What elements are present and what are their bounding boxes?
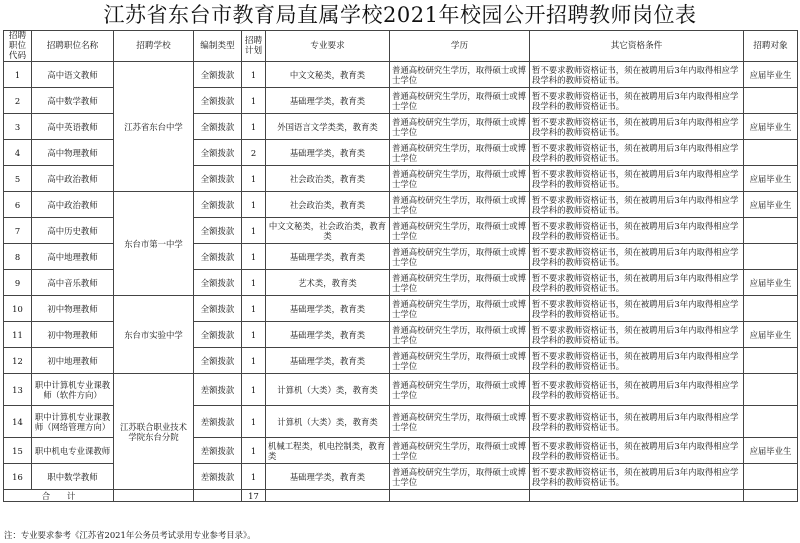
- cell-position: 高中语文教师: [32, 62, 114, 88]
- cell-plan: 1: [242, 244, 266, 270]
- cell-target: 应届毕业生: [744, 192, 798, 218]
- cell-code: 15: [4, 438, 32, 464]
- cell-plan: 1: [242, 374, 266, 406]
- cell-major: 基础理学类，教育类: [266, 322, 390, 348]
- total-row: [4, 490, 798, 502]
- header-type: 编制类型: [194, 31, 242, 62]
- cell-type: 全额拨款: [194, 322, 242, 348]
- cell-major: 中文文秘类，教育类: [266, 62, 390, 88]
- cell-qualification: 暂不要求教师资格证书，须在被聘用后3年内取得相应学段学科的教师资格证书。: [530, 296, 744, 322]
- header-education: 学历: [390, 31, 530, 62]
- total-empty-cell: [194, 490, 242, 502]
- cell-type: 全额拨款: [194, 88, 242, 114]
- cell-education: 普通高校研究生学历，取得硕士或博士学位: [390, 218, 530, 244]
- cell-major: 基础理学类，教育类: [266, 140, 390, 166]
- cell-major: 基础理学类，教育类: [266, 244, 390, 270]
- table-row: [4, 374, 798, 406]
- recruitment-table: [3, 30, 798, 502]
- cell-code: 13: [4, 374, 32, 406]
- cell-target: [744, 348, 798, 374]
- cell-education: 普通高校研究生学历，取得硕士或博士学位: [390, 348, 530, 374]
- cell-education: 普通高校研究生学历，取得硕士或博士学位: [390, 374, 530, 406]
- cell-plan: 1: [242, 114, 266, 140]
- cell-school: 东台市第一中学: [114, 192, 194, 296]
- cell-qualification: 暂不要求教师资格证书，须在被聘用后3年内取得相应学段学科的教师资格证书。: [530, 140, 744, 166]
- cell-major: 基础理学类，教育类: [266, 88, 390, 114]
- cell-education: 普通高校研究生学历，取得硕士或博士学位: [390, 114, 530, 140]
- cell-code: 2: [4, 88, 32, 114]
- cell-plan: 1: [242, 218, 266, 244]
- cell-code: 4: [4, 140, 32, 166]
- header-code: 招聘职位代码: [4, 31, 32, 62]
- cell-school: 江苏省东台中学: [114, 62, 194, 192]
- cell-target: 应届毕业生: [744, 62, 798, 88]
- cell-qualification: 暂不要求教师资格证书，须在被聘用后3年内取得相应学段学科的教师资格证书。: [530, 114, 744, 140]
- cell-type: 差额拨款: [194, 464, 242, 490]
- cell-qualification: 暂不要求教师资格证书，须在被聘用后3年内取得相应学段学科的教师资格证书。: [530, 464, 744, 490]
- cell-qualification: 暂不要求教师资格证书，须在被聘用后3年内取得相应学段学科的教师资格证书。: [530, 192, 744, 218]
- cell-code: 5: [4, 166, 32, 192]
- cell-target: 应届毕业生: [744, 270, 798, 296]
- cell-plan: 1: [242, 438, 266, 464]
- cell-plan: 1: [242, 296, 266, 322]
- cell-major: 基础理学类，教育类: [266, 348, 390, 374]
- header-target: 招聘对象: [744, 31, 798, 62]
- cell-code: 11: [4, 322, 32, 348]
- cell-code: 14: [4, 406, 32, 438]
- table-row: [4, 296, 798, 322]
- cell-qualification: 暂不要求教师资格证书，须在被聘用后3年内取得相应学段学科的教师资格证书。: [530, 270, 744, 296]
- cell-education: 普通高校研究生学历，取得硕士或博士学位: [390, 140, 530, 166]
- cell-qualification: 暂不要求教师资格证书，须在被聘用后3年内取得相应学段学科的教师资格证书。: [530, 406, 744, 438]
- cell-education: 普通高校研究生学历，取得硕士或博士学位: [390, 322, 530, 348]
- cell-type: 全额拨款: [194, 114, 242, 140]
- cell-target: [744, 464, 798, 490]
- cell-position: 职中计算机专业课教师（软件方向）: [32, 374, 114, 406]
- cell-plan: 1: [242, 348, 266, 374]
- cell-qualification: 暂不要求教师资格证书，须在被聘用后3年内取得相应学段学科的教师资格证书。: [530, 348, 744, 374]
- total-empty-cell: [390, 490, 530, 502]
- total-label: 合 计: [4, 490, 114, 502]
- cell-education: 普通高校研究生学历，取得硕士或博士学位: [390, 464, 530, 490]
- header-school: 招聘学校: [114, 31, 194, 62]
- cell-qualification: 暂不要求教师资格证书，须在被聘用后3年内取得相应学段学科的教师资格证书。: [530, 322, 744, 348]
- cell-type: 全额拨款: [194, 218, 242, 244]
- total-empty-cell: [744, 490, 798, 502]
- table-row: [4, 62, 798, 88]
- cell-code: 8: [4, 244, 32, 270]
- cell-position: 高中政治教师: [32, 192, 114, 218]
- cell-education: 普通高校研究生学历，取得硕士或博士学位: [390, 270, 530, 296]
- cell-position: 高中地理教师: [32, 244, 114, 270]
- cell-target: [744, 406, 798, 438]
- cell-education: 普通高校研究生学历，取得硕士或博士学位: [390, 62, 530, 88]
- cell-target: 应届毕业生: [744, 438, 798, 464]
- cell-position: 高中数学教师: [32, 88, 114, 114]
- cell-major: 基础理学类，教育类: [266, 296, 390, 322]
- cell-position: 职中数学教师: [32, 464, 114, 490]
- cell-major: 计算机（大类）类，教育类: [266, 406, 390, 438]
- cell-code: 16: [4, 464, 32, 490]
- cell-position: 职中机电专业课教师: [32, 438, 114, 464]
- cell-plan: 1: [242, 322, 266, 348]
- cell-qualification: 暂不要求教师资格证书，须在被聘用后3年内取得相应学段学科的教师资格证书。: [530, 166, 744, 192]
- cell-qualification: 暂不要求教师资格证书，须在被聘用后3年内取得相应学段学科的教师资格证书。: [530, 62, 744, 88]
- cell-type: 全额拨款: [194, 244, 242, 270]
- cell-code: 12: [4, 348, 32, 374]
- header-plan: 招聘计划: [242, 31, 266, 62]
- cell-major: 计算机（大类）类，教育类: [266, 374, 390, 406]
- cell-major: 社会政治类，教育类: [266, 166, 390, 192]
- cell-code: 3: [4, 114, 32, 140]
- cell-position: 高中历史教师: [32, 218, 114, 244]
- cell-type: 差额拨款: [194, 438, 242, 464]
- cell-type: 差额拨款: [194, 374, 242, 406]
- cell-plan: 1: [242, 88, 266, 114]
- cell-plan: 1: [242, 62, 266, 88]
- cell-education: 普通高校研究生学历，取得硕士或博士学位: [390, 192, 530, 218]
- cell-plan: 1: [242, 406, 266, 438]
- cell-plan: 1: [242, 192, 266, 218]
- cell-type: 全额拨款: [194, 270, 242, 296]
- cell-target: [744, 88, 798, 114]
- cell-position: 高中音乐教师: [32, 270, 114, 296]
- cell-major: 中文文秘类，社会政治类，教育类: [266, 218, 390, 244]
- cell-target: 应届毕业生: [744, 322, 798, 348]
- page-title: 江苏省东台市教育局直属学校2021年校园公开招聘教师岗位表: [103, 3, 697, 27]
- table-header-row: [4, 31, 798, 62]
- cell-position: 初中物理教师: [32, 296, 114, 322]
- cell-major: 机械工程类，机电控制类，教育类: [266, 438, 390, 464]
- header-position: 招聘职位名称: [32, 31, 114, 62]
- cell-plan: 2: [242, 140, 266, 166]
- cell-major: 艺术类，教育类: [266, 270, 390, 296]
- total-empty-cell: [530, 490, 744, 502]
- cell-type: 全额拨款: [194, 140, 242, 166]
- cell-qualification: 暂不要求教师资格证书，须在被聘用后3年内取得相应学段学科的教师资格证书。: [530, 374, 744, 406]
- cell-qualification: 暂不要求教师资格证书，须在被聘用后3年内取得相应学段学科的教师资格证书。: [530, 244, 744, 270]
- cell-target: [744, 296, 798, 322]
- cell-education: 普通高校研究生学历，取得硕士或博士学位: [390, 406, 530, 438]
- cell-plan: 1: [242, 166, 266, 192]
- cell-code: 10: [4, 296, 32, 322]
- header-major: 专业要求: [266, 31, 390, 62]
- cell-qualification: 暂不要求教师资格证书，须在被聘用后3年内取得相应学段学科的教师资格证书。: [530, 438, 744, 464]
- cell-code: 1: [4, 62, 32, 88]
- cell-position: 初中地理教师: [32, 348, 114, 374]
- cell-type: 全额拨款: [194, 348, 242, 374]
- header-qualification: 其它资格条件: [530, 31, 744, 62]
- cell-position: 职中计算机专业课教师（网络管理方向）: [32, 406, 114, 438]
- cell-type: 全额拨款: [194, 192, 242, 218]
- cell-type: 全额拨款: [194, 166, 242, 192]
- footnote: 注：专业要求参考《江苏省2021年公务员考试录用专业参考目录》。: [4, 530, 256, 540]
- cell-education: 普通高校研究生学历，取得硕士或博士学位: [390, 166, 530, 192]
- cell-school: 东台市实验中学: [114, 296, 194, 374]
- cell-position: 高中物理教师: [32, 140, 114, 166]
- cell-education: 普通高校研究生学历，取得硕士或博士学位: [390, 296, 530, 322]
- cell-position: 高中政治教师: [32, 166, 114, 192]
- total-plan: 17: [242, 490, 266, 502]
- cell-plan: 1: [242, 270, 266, 296]
- cell-code: 6: [4, 192, 32, 218]
- cell-code: 7: [4, 218, 32, 244]
- cell-code: 9: [4, 270, 32, 296]
- cell-qualification: 暂不要求教师资格证书，须在被聘用后3年内取得相应学段学科的教师资格证书。: [530, 88, 744, 114]
- cell-target: [744, 140, 798, 166]
- table-row: [4, 192, 798, 218]
- cell-qualification: 暂不要求教师资格证书，须在被聘用后3年内取得相应学段学科的教师资格证书。: [530, 218, 744, 244]
- cell-type: 全额拨款: [194, 296, 242, 322]
- cell-target: [744, 218, 798, 244]
- total-empty-cell: [114, 490, 194, 502]
- cell-major: 基础理学类，教育类: [266, 464, 390, 490]
- cell-plan: 1: [242, 464, 266, 490]
- cell-education: 普通高校研究生学历，取得硕士或博士学位: [390, 438, 530, 464]
- cell-type: 全额拨款: [194, 62, 242, 88]
- total-empty-cell: [266, 490, 390, 502]
- cell-position: 初中物理教师: [32, 322, 114, 348]
- cell-target: [744, 244, 798, 270]
- cell-major: 外国语言文学类类，教育类: [266, 114, 390, 140]
- cell-education: 普通高校研究生学历，取得硕士或博士学位: [390, 88, 530, 114]
- cell-type: 差额拨款: [194, 406, 242, 438]
- cell-major: 社会政治类，教育类: [266, 192, 390, 218]
- cell-target: [744, 374, 798, 406]
- cell-school: 江苏联合职业技术学院东台分院: [114, 374, 194, 490]
- cell-target: 应届毕业生: [744, 114, 798, 140]
- cell-target: 应届毕业生: [744, 166, 798, 192]
- cell-education: 普通高校研究生学历，取得硕士或博士学位: [390, 244, 530, 270]
- cell-position: 高中英语教师: [32, 114, 114, 140]
